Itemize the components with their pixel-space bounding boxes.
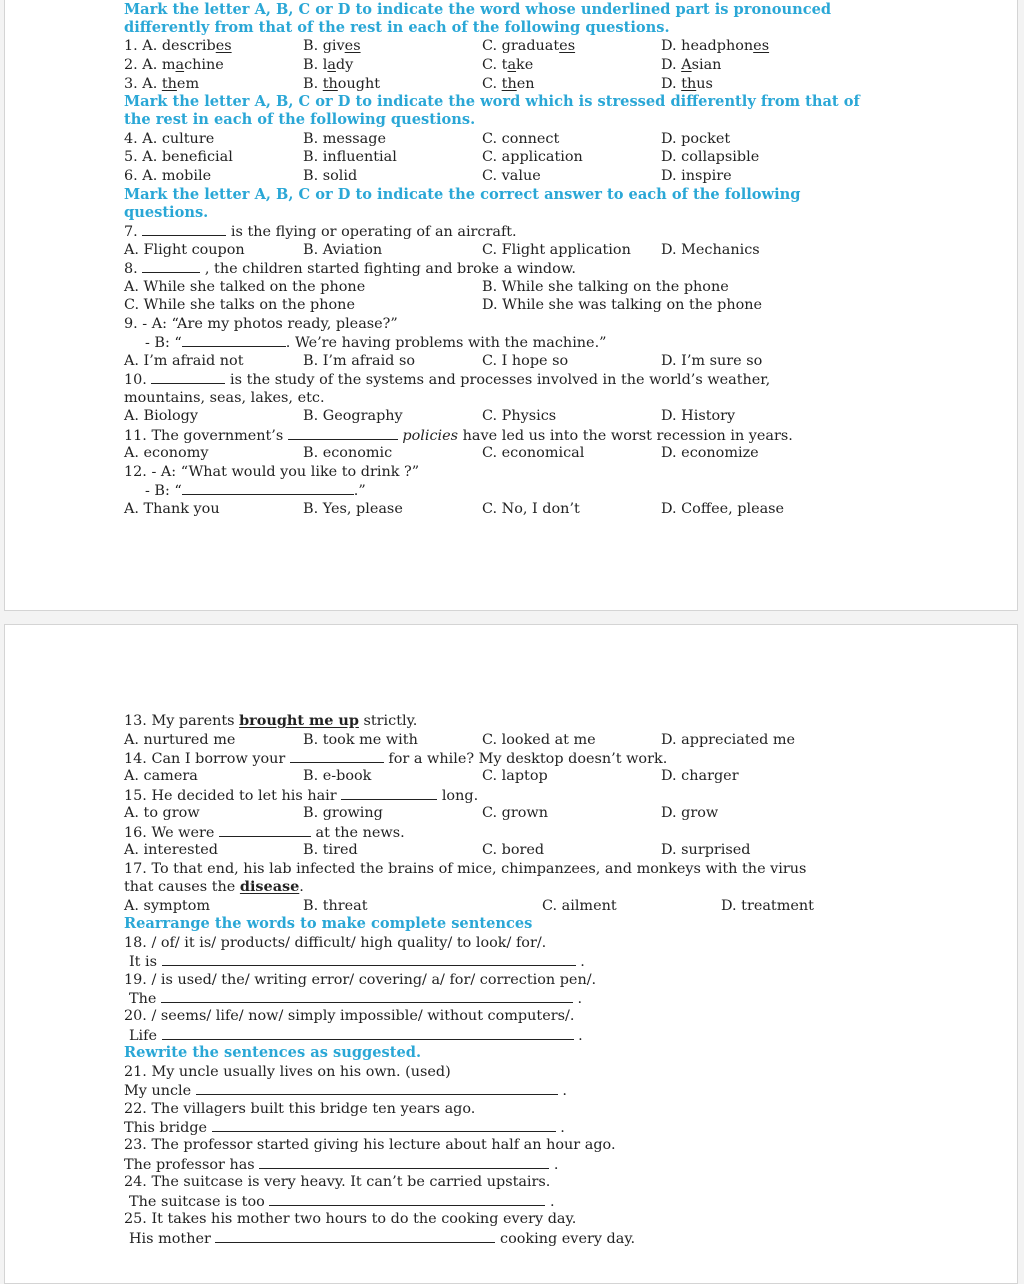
option-13d: D. appreciated me <box>661 732 796 748</box>
question-11-stem: 11. The government’s policies have led us into the worst recession in years. <box>124 428 793 444</box>
question-10-stem: 10. is the study of the systems and processes involved in the world’s weather, <box>124 372 771 388</box>
option-17b: B. threat <box>303 898 368 914</box>
option-10a: A. Biology <box>124 408 198 424</box>
option-13b: B. took me with <box>303 732 418 748</box>
option-6d: D. inspire <box>661 168 732 184</box>
answer-blank[interactable] <box>162 1026 574 1040</box>
option-14d: D. charger <box>661 768 739 784</box>
option-12d: D. Coffee, please <box>661 501 785 517</box>
option-10c: C. Physics <box>482 408 557 424</box>
section-heading-pronunciation: Mark the letter A, B, C or D to indicate the word whose underlined part is pronounced <box>124 1 832 18</box>
question-12-stem: 12. - A: “What would you like to drink ?” <box>124 464 420 480</box>
question-22-answer-line: This bridge . <box>124 1120 565 1136</box>
question-16-stem: 16. We were at the news. <box>124 825 405 841</box>
option-16d: D. surprised <box>661 842 751 858</box>
option-15c: C. grown <box>482 805 548 821</box>
option-9a: A. I’m afraid not <box>124 353 244 369</box>
option-1d: D. headphones <box>661 38 770 54</box>
option-14c: C. laptop <box>482 768 548 784</box>
option-4c: C. connect <box>482 131 560 147</box>
option-12c: C. No, I don’t <box>482 501 580 517</box>
option-16b: B. tired <box>303 842 358 858</box>
question-21-prompt: 21. My uncle usually lives on his own. (used) <box>124 1064 451 1080</box>
answer-blank[interactable] <box>288 426 398 440</box>
question-24-prompt: 24. The suitcase is very heavy. It can’t be carried upstairs. <box>124 1174 551 1190</box>
option-4a: 4. A. culture <box>124 131 215 147</box>
option-14b: B. e-book <box>303 768 372 784</box>
option-14a: A. camera <box>124 768 198 784</box>
answer-blank[interactable] <box>212 1118 556 1132</box>
question-10-stem-cont: mountains, seas, lakes, etc. <box>124 390 325 406</box>
option-7c: C. Flight application <box>482 242 631 258</box>
question-12-reply: - B: “ .” <box>145 483 366 499</box>
option-9d: D. I’m sure so <box>661 353 763 369</box>
answer-blank[interactable] <box>259 1155 549 1169</box>
section-heading-mcq: Mark the letter A, B, C or D to indicate the correct answer to each of the following <box>124 186 801 203</box>
question-7-stem: 7. is the flying or operating of an aircraft. <box>124 224 517 240</box>
option-8c: C. While she talks on the phone <box>124 297 355 313</box>
answer-blank[interactable] <box>290 749 384 763</box>
section-heading-stress-cont: the rest in each of the following questions. <box>124 111 476 128</box>
question-21-answer-line: My uncle . <box>124 1083 567 1099</box>
question-17-stem: 17. To that end, his lab infected the brains of mice, chimpanzees, and monkeys with the virus <box>124 861 807 877</box>
option-10d: D. History <box>661 408 736 424</box>
option-4d: D. pocket <box>661 131 731 147</box>
option-15d: D. grow <box>661 805 719 821</box>
option-17d: D. treatment <box>721 898 814 914</box>
section-heading-rearrange: Rearrange the words to make complete sentences <box>124 915 533 932</box>
option-9b: B. I’m afraid so <box>303 353 416 369</box>
answer-blank[interactable] <box>182 333 286 347</box>
option-2d: D. Asian <box>661 57 722 73</box>
option-11d: D. economize <box>661 445 759 461</box>
question-9-stem: 9. - A: “Are my photos ready, please?” <box>124 316 398 332</box>
answer-blank[interactable] <box>182 481 354 495</box>
option-7d: D. Mechanics <box>661 242 760 258</box>
option-10b: B. Geography <box>303 408 403 424</box>
option-11b: B. economic <box>303 445 393 461</box>
option-8d: D. While she was talking on the phone <box>482 297 763 313</box>
option-2c: C. take <box>482 57 534 73</box>
option-8a: A. While she talked on the phone <box>124 279 366 295</box>
question-18-answer-line: It is . <box>129 954 585 970</box>
question-15-stem: 15. He decided to let his hair long. <box>124 788 479 804</box>
option-4b: B. message <box>303 131 386 147</box>
option-1b: B. gives <box>303 38 361 54</box>
option-1c: C. graduates <box>482 38 576 54</box>
answer-blank[interactable] <box>142 259 200 273</box>
answer-blank[interactable] <box>161 989 573 1003</box>
worksheet-page-1 <box>4 0 1018 611</box>
question-18-prompt: 18. / of/ it is/ products/ difficult/ high quality/ to look/ for/. <box>124 935 547 951</box>
answer-blank[interactable] <box>162 952 576 966</box>
option-12b: B. Yes, please <box>303 501 403 517</box>
worksheet-page-2 <box>4 624 1018 1284</box>
option-11c: C. economical <box>482 445 585 461</box>
option-8b: B. While she talking on the phone <box>482 279 729 295</box>
section-heading-rewrite: Rewrite the sentences as suggested. <box>124 1044 422 1061</box>
option-15b: B. growing <box>303 805 383 821</box>
option-7b: B. Aviation <box>303 242 383 258</box>
question-9-reply: - B: “ . We’re having problems with the machine.” <box>145 335 607 351</box>
question-23-prompt: 23. The professor started giving his lecture about half an hour ago. <box>124 1137 616 1153</box>
question-22-prompt: 22. The villagers built this bridge ten years ago. <box>124 1101 476 1117</box>
option-3a: 3. A. them <box>124 76 200 92</box>
option-5a: 5. A. beneficial <box>124 149 233 165</box>
question-20-prompt: 20. / seems/ life/ now/ simply impossible/ without computers/. <box>124 1008 575 1024</box>
option-6a: 6. A. mobile <box>124 168 212 184</box>
option-17a: A. symptom <box>124 898 211 914</box>
question-19-answer-line: The . <box>129 991 583 1007</box>
option-11a: A. economy <box>124 445 209 461</box>
question-23-answer-line: The professor has . <box>124 1157 559 1173</box>
option-16a: A. interested <box>124 842 219 858</box>
question-25-answer-line: His mother cooking every day. <box>129 1231 636 1247</box>
option-9c: C. I hope so <box>482 353 569 369</box>
option-16c: C. bored <box>482 842 545 858</box>
option-7a: A. Flight coupon <box>124 242 245 258</box>
section-heading-stress: Mark the letter A, B, C or D to indicate the word which is stressed differently from that of <box>124 93 860 110</box>
answer-blank[interactable] <box>151 370 225 384</box>
answer-blank[interactable] <box>219 823 311 837</box>
answer-blank[interactable] <box>142 222 226 236</box>
question-14-stem: 14. Can I borrow your for a while? My desktop doesn’t work. <box>124 751 668 767</box>
option-3c: C. then <box>482 76 535 92</box>
question-17-stem-cont: that causes the disease. <box>124 878 304 895</box>
question-20-answer-line: Life . <box>129 1028 583 1044</box>
section-heading-mcq-cont: questions. <box>124 204 209 221</box>
answer-blank[interactable] <box>341 786 437 800</box>
question-24-answer-line: The suitcase is too . <box>129 1194 555 1210</box>
option-6b: B. solid <box>303 168 358 184</box>
question-8-stem: 8. , the children started fighting and broke a window. <box>124 261 576 277</box>
answer-blank[interactable] <box>215 1229 495 1243</box>
option-3b: B. thought <box>303 76 380 92</box>
option-1a: 1. A. describes <box>124 38 232 54</box>
option-15a: A. to grow <box>124 805 200 821</box>
section-heading-pronunciation-cont: differently from that of the rest in each of the following questions. <box>124 19 670 36</box>
answer-blank[interactable] <box>196 1081 558 1095</box>
option-5c: C. application <box>482 149 583 165</box>
option-2b: B. lady <box>303 57 354 73</box>
option-6c: C. value <box>482 168 541 184</box>
option-17c: C. ailment <box>542 898 617 914</box>
option-12a: A. Thank you <box>124 501 220 517</box>
option-13c: C. looked at me <box>482 732 596 748</box>
option-13a: A. nurtured me <box>124 732 236 748</box>
question-25-prompt: 25. It takes his mother two hours to do the cooking every day. <box>124 1211 577 1227</box>
option-3d: D. thus <box>661 76 713 92</box>
answer-blank[interactable] <box>269 1192 545 1206</box>
question-19-prompt: 19. / is used/ the/ writing error/ covering/ a/ for/ correction pen/. <box>124 972 597 988</box>
option-5d: D. collapsible <box>661 149 760 165</box>
option-5b: B. influential <box>303 149 397 165</box>
option-2a: 2. A. machine <box>124 57 224 73</box>
question-13-stem: 13. My parents brought me up strictly. <box>124 712 418 729</box>
